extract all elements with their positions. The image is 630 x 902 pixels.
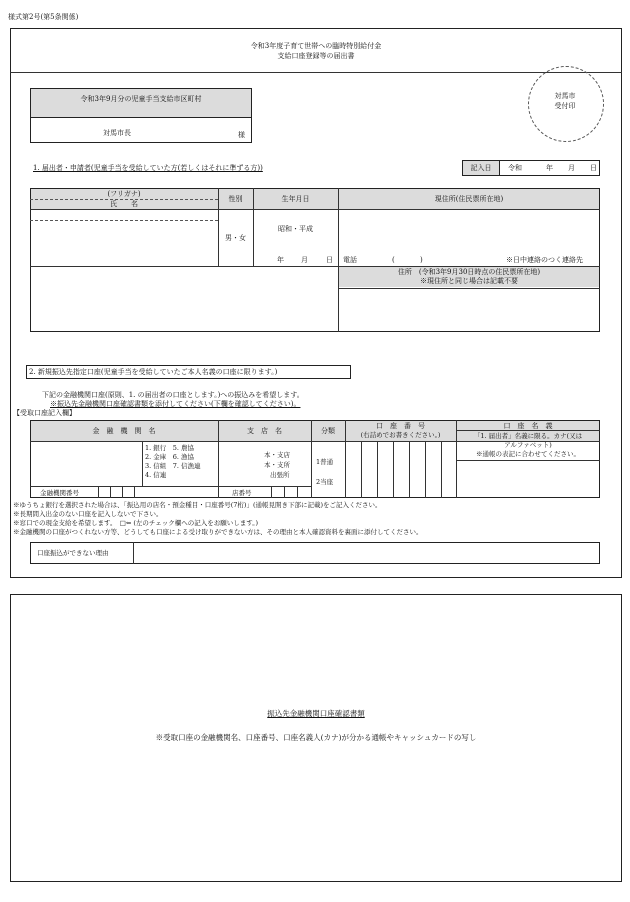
- birth-month: 月: [301, 256, 308, 264]
- section2-line2: ※振込先金融機関口座確認書類を添付してください(下欄を確認してください)。: [50, 400, 301, 408]
- type-option-1[interactable]: 1普通: [316, 458, 334, 466]
- birth-day: 日: [326, 256, 333, 264]
- type-header: 分類: [321, 427, 335, 435]
- reason-label: 口座振込ができない理由: [37, 549, 109, 557]
- address-header: 現住所(住民票所在地): [434, 195, 504, 203]
- section1-heading: 1. 届出者・申請者(児童手当を受給していた方(若しくはそれに準ずる方)): [33, 164, 263, 172]
- note-1: ※ゆうちょ銀行を選択された場合は、「振込用の店名・預金種目・口座番号(7桁)」(通帳見開き下部に記載)をご記入ください。: [13, 501, 382, 509]
- furigana-header: (フリガナ): [107, 190, 141, 198]
- bank-name-field[interactable]: [31, 442, 141, 485]
- mayor-name: 対馬市長: [103, 129, 131, 137]
- stamp-line1: 対馬市: [554, 92, 576, 100]
- entry-date-era: 令和: [508, 164, 522, 172]
- sex-header: 性別: [228, 195, 243, 203]
- birth-header: 生年月日: [281, 195, 310, 203]
- honorific: 様: [238, 131, 245, 139]
- bank-code-field[interactable]: [99, 487, 146, 497]
- stamp-line2: 受付印: [554, 102, 576, 110]
- furigana-field[interactable]: [31, 210, 218, 220]
- phone-note: ※日中連絡のつく連絡先: [506, 256, 583, 264]
- reason-field[interactable]: [134, 543, 599, 563]
- birth-year: 年: [277, 256, 284, 264]
- entry-date-label: 記入日: [470, 164, 492, 172]
- account-name-note3: ※通帳の表記に合わせてください。: [476, 450, 580, 458]
- account-name-note1: 「1. 届出者」名義に限る。カナ(又は: [473, 432, 583, 440]
- cash-checkbox[interactable]: [145, 520, 151, 526]
- type-option-2[interactable]: 2当座: [316, 478, 334, 486]
- name-field[interactable]: [31, 221, 218, 265]
- note-2: ※長期間入出金のない口座を記入しないで下さい。: [13, 510, 163, 518]
- account-number-header: 口 座 番 号: [376, 422, 425, 430]
- header-divider: [10, 72, 622, 73]
- municipality-name-box[interactable]: [30, 117, 252, 143]
- account-name-header: 口 座 名 義: [503, 422, 553, 430]
- prev-address-field[interactable]: [339, 289, 599, 331]
- bank-code-label: 金融機関番号: [40, 489, 79, 497]
- entry-date-month: 月: [568, 164, 575, 172]
- account-name-field[interactable]: [457, 461, 599, 497]
- account-number-note: (右詰めでお書きください。): [360, 431, 441, 439]
- phone-paren-open: (: [392, 256, 395, 264]
- branch-type-1[interactable]: 本・支店: [264, 451, 290, 459]
- branch-code-field[interactable]: [272, 487, 310, 497]
- prev-address-line2: ※現住所と同じ場合は記載不要: [420, 277, 518, 285]
- branch-name-header: 支 店 名: [247, 427, 282, 435]
- title-line1: 令和3年度子育て世帯への臨時特別給付金: [250, 42, 382, 50]
- bank-type-3[interactable]: 3. 信組 7. 信漁連: [145, 462, 201, 470]
- branch-type-3[interactable]: 出張所: [270, 471, 290, 479]
- section2-line1: 下記の金融機関口座(原則、1. の届出者の口座とします。)への振込みを希望します。: [42, 391, 304, 399]
- prev-address-line1: 住所 (令和3年9月30日時点の住民票所在地): [397, 268, 541, 276]
- bank-box-label: 【受取口座記入欄】: [13, 409, 76, 417]
- bank-name-header: 金 融 機 関 名: [92, 427, 156, 435]
- phone-paren-close: ): [420, 256, 423, 264]
- birth-era-options[interactable]: 昭和・平成: [278, 225, 313, 233]
- entry-date-day: 日: [590, 164, 597, 172]
- entry-date-year: 年: [546, 164, 553, 172]
- phone-label: 電話: [343, 256, 357, 264]
- name-header: 氏 名: [110, 200, 138, 208]
- title-line2: 支給口座登録等の届出書: [277, 52, 355, 60]
- bank-type-1[interactable]: 1. 銀行 5. 農協: [145, 444, 195, 452]
- form-number: 様式第2号(第5条関係): [8, 13, 79, 21]
- bank-type-4[interactable]: 4. 信連: [145, 471, 167, 479]
- attachment-description: ※受取口座の金融機関名、口座番号、口座名義人(カナ)が分かる通帳やキャッシュカードの写し: [155, 733, 477, 742]
- branch-type-2[interactable]: 本・支所: [264, 461, 290, 469]
- attachment-title: 振込先金融機関口座確認書類: [267, 709, 365, 718]
- account-name-note2: アルファベット): [504, 441, 552, 449]
- sex-options[interactable]: 男・女: [225, 234, 246, 242]
- note-4: ※金融機関の口座がつくれない方等、どうしても口座による受け取りができない方は、その理由と本人確認資料を裏面に添付してください。: [13, 528, 423, 536]
- note-3: ※窓口での現金支給を希望します。 □⇐ (左のチェック欄への記入をお願いします。): [13, 519, 258, 527]
- bank-type-2[interactable]: 2. 金庫 6. 漁協: [145, 453, 195, 461]
- section2-heading: 2. 新規振込先指定口座(児童手当を受給していたご本人名義の口座に限ります。): [29, 368, 278, 376]
- branch-code-label: 店番号: [232, 489, 252, 497]
- municipality-label: 令和3年9月分の児童手当支給市区町村: [80, 95, 202, 103]
- account-number-field[interactable]: [346, 442, 456, 497]
- current-address-field[interactable]: [339, 210, 599, 252]
